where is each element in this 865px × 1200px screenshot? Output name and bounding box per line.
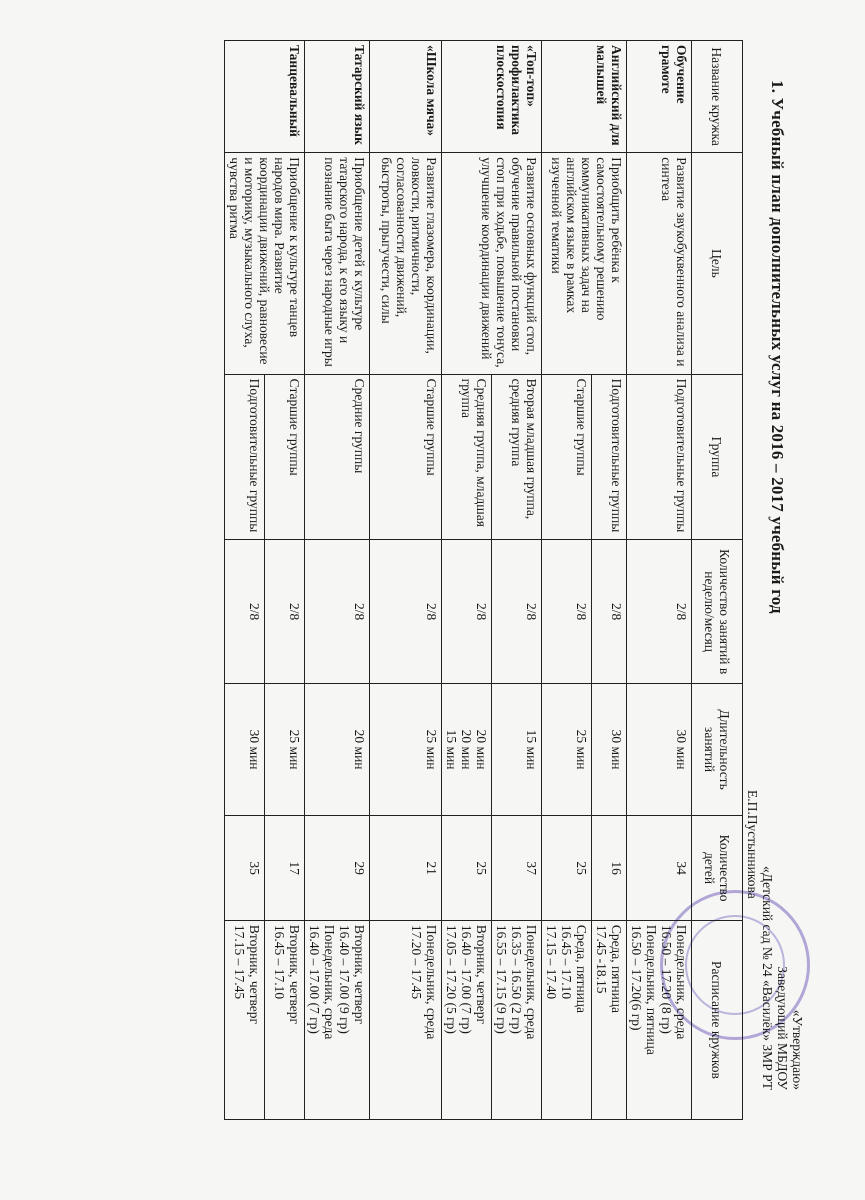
table-header-row <box>692 41 743 1120</box>
cell-duration: 15 мин <box>492 683 542 815</box>
cell-schedule <box>225 920 265 1119</box>
schedule-line: Среда, пятница <box>609 924 624 1014</box>
cell-children: 21 <box>370 816 442 921</box>
cell-goal: Приобщение к культуре танцев народов мира. Развитие координации движений, равновесие и моторику, музыкального слуха, чувства ритма <box>225 153 305 374</box>
cell-children: 17 <box>265 816 305 921</box>
cell-children: 35 <box>225 816 265 921</box>
cell-goal: Приобщить ребёнка к самостоятельному решению коммуникативных задач на английском языке в рамках изученной тематики <box>542 153 627 374</box>
header-name: Название кружка <box>692 41 743 153</box>
schedule-line: 17.15 – 17.40 <box>544 924 559 1000</box>
cell-duration: 25 мин <box>542 683 592 815</box>
approval-line-3: «Детский сад № 24 «Василёк» ЗМР РТ <box>760 865 775 1090</box>
approval-line-1: «Утверждаю» <box>790 1009 805 1090</box>
schedule-line: 16.35 – 16.50 (2 гр) <box>509 924 524 1034</box>
cell-schedule <box>370 920 442 1119</box>
schedule-line: Понедельник, среда <box>524 924 539 1040</box>
rotated-content <box>0 30 805 1150</box>
cell-count: 2/8 <box>265 540 305 684</box>
cell-count: 2/8 <box>442 540 492 684</box>
cell-count: 2/8 <box>627 540 692 684</box>
schedule-line: 17.05 – 17.20 (5 гр) <box>444 924 459 1034</box>
header-group: Группа <box>692 374 743 540</box>
cell-schedule <box>542 920 592 1119</box>
table-row <box>492 41 542 1120</box>
cell-name: Английский для малышей <box>542 41 627 153</box>
header-count: Количество занятий в неделю/месяц <box>692 540 743 684</box>
schedule-line: Понедельник, среда <box>424 924 439 1040</box>
schedule-line: Среда, пятница <box>574 924 589 1014</box>
document-title: 1. Учебный план дополнительных услуг на 2016 – 2017 учебный год <box>768 80 787 614</box>
cell-count: 2/8 <box>492 540 542 684</box>
header-children: Количество детей <box>692 816 743 921</box>
cell-children: 37 <box>492 816 542 921</box>
cell-count: 2/8 <box>592 540 627 684</box>
cell-group: Старшие группы <box>370 374 442 540</box>
duration-line: 20 мин <box>474 729 489 770</box>
cell-name: Танцевальный <box>225 41 305 153</box>
schedule-line: Вторник, четверг <box>247 924 262 1025</box>
cell-duration: 25 мин <box>265 683 305 815</box>
schedule-line: 17.15 – 17.45 <box>232 924 247 1000</box>
header-duration: Длительность занятий <box>692 683 743 815</box>
table-row <box>592 41 627 1120</box>
schedule-line: 16.40 – 17.00 (7 гр) <box>459 924 474 1034</box>
cell-schedule <box>265 920 305 1119</box>
cell-group: Средние группы <box>305 374 370 540</box>
plan-table <box>224 40 743 1120</box>
cell-group: Подготовительные группы <box>592 374 627 540</box>
schedule-line: Понедельник, пятница <box>644 924 659 1055</box>
schedule-line: 16.50 – 17.20 (8 гр) <box>659 924 674 1034</box>
cell-count: 2/8 <box>370 540 442 684</box>
cell-children: 16 <box>592 816 627 921</box>
cell-duration: 20 мин <box>305 683 370 815</box>
table-row <box>370 41 442 1120</box>
schedule-line: 17.20 – 17.45 <box>409 924 424 1000</box>
cell-group: Старшие группы <box>265 374 305 540</box>
cell-group: Подготовительные группы <box>627 374 692 540</box>
cell-name: Обучение грамоте <box>627 41 692 153</box>
duration-line: 15 мин <box>444 729 459 770</box>
duration-line: 20 мин <box>459 729 474 770</box>
schedule-line: Вторник, четверг <box>474 924 489 1025</box>
cell-name: Татарский язык <box>305 41 370 153</box>
schedule-line: Вторник, четверг <box>352 924 367 1025</box>
cell-count: 2/8 <box>225 540 265 684</box>
cell-children: 25 <box>542 816 592 921</box>
cell-children: 34 <box>627 816 692 921</box>
cell-duration <box>442 683 492 815</box>
schedule-line: 16.45 – 17.10 <box>272 924 287 1000</box>
header-goal: Цель <box>692 153 743 374</box>
cell-count: 2/8 <box>542 540 592 684</box>
schedule-line: 17.45 -18.15 <box>594 924 609 994</box>
cell-schedule <box>592 920 627 1119</box>
cell-goal: Развитие звукобуквенного анализа и синтеза <box>627 153 692 374</box>
cell-name: «Школа мяча» <box>370 41 442 153</box>
table-row <box>265 41 305 1120</box>
schedule-line: 16.50 – 17.20(6 гр) <box>629 924 644 1031</box>
cell-goal: Развитие глазомера, координации, ловкости, ритмичности, согласованности движений, быстроты, прыгучести, силы <box>370 153 442 374</box>
cell-schedule <box>627 920 692 1119</box>
cell-schedule <box>492 920 542 1119</box>
schedule-line: Понедельник, среда <box>322 924 337 1040</box>
schedule-line: 16.40 – 17.00 (7 гр) <box>307 924 322 1034</box>
schedule-line: Вторник, четверг <box>287 924 302 1025</box>
table-row <box>627 41 692 1120</box>
table-row <box>305 41 370 1120</box>
cell-count: 2/8 <box>305 540 370 684</box>
schedule-line: 16.40 – 17.00 (9 гр) <box>337 924 352 1034</box>
schedule-line: 16.45 – 17.10 <box>559 924 574 1000</box>
cell-duration: 30 мин <box>627 683 692 815</box>
cell-schedule <box>305 920 370 1119</box>
approval-block <box>745 730 805 1090</box>
approval-line-2: Заведующий МБДОУ <box>775 966 790 1090</box>
cell-schedule <box>442 920 492 1119</box>
cell-name: «Топ-топ» профилактика плоскостопия <box>442 41 542 153</box>
cell-group: Старшие группы <box>542 374 592 540</box>
cell-duration: 30 мин <box>592 683 627 815</box>
schedule-line: Понедельник, среда <box>674 924 689 1040</box>
cell-group: Подготовительные группы <box>225 374 265 540</box>
cell-children: 29 <box>305 816 370 921</box>
cell-group: Средняя группа, младшая группа <box>442 374 492 540</box>
cell-goal: Развитие основных функций стоп, обучение правильной постановки стоп при ходьбе, повышение тонуса, улучшение координации движений <box>442 153 542 374</box>
header-schedule: Расписание кружков <box>692 920 743 1119</box>
cell-goal: Приобщение детей к культуре татарского народа, к его языку и познание быта через народные игры <box>305 153 370 374</box>
cell-duration: 30 мин <box>225 683 265 815</box>
schedule-line: 16.55 – 17.15 (9 гр) <box>494 924 509 1034</box>
cell-duration: 25 мин <box>370 683 442 815</box>
approval-line-4: Е.П.Пустынникова <box>745 790 760 899</box>
cell-children: 25 <box>442 816 492 921</box>
cell-group: Вторая младшая группа, средняя группа <box>492 374 542 540</box>
